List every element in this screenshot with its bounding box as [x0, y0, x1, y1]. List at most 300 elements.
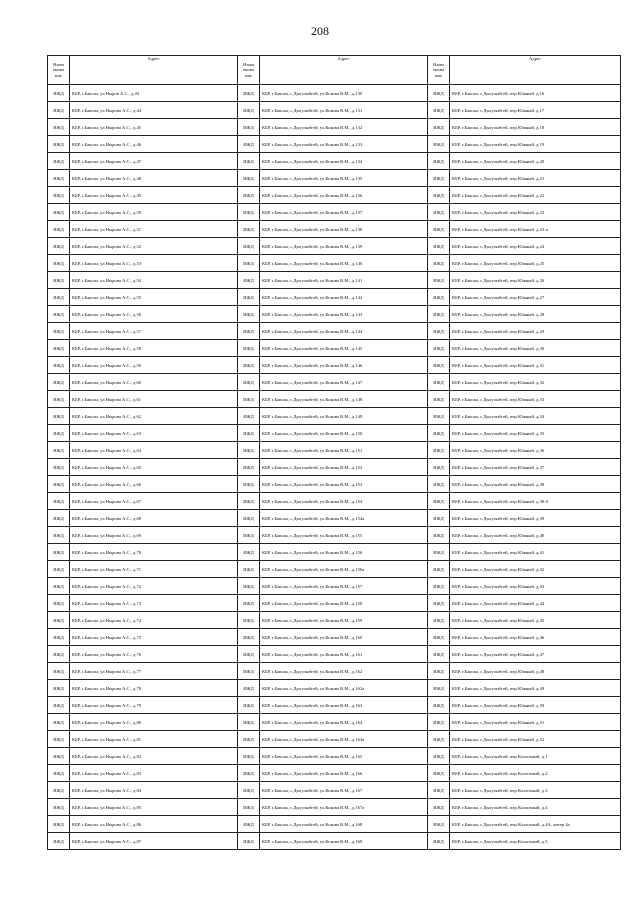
- address-cell: КБР, г.Баксан, ул.Нырова А.С., д.49: [70, 187, 238, 204]
- type-cell: ИЖД: [48, 85, 70, 102]
- type-cell: ИЖД: [238, 782, 260, 799]
- type-cell: ИЖД: [238, 799, 260, 816]
- address-cell: КБР, г.Баксан, с.Дыгулыбгей, ул.Кокова В.М., д.158: [260, 595, 428, 612]
- table-row: [48, 238, 621, 255]
- address-cell: КБР, г.Баксан, с.Дыгулыбгей, пер.Колхозный, д.4А, литер 4а: [450, 816, 621, 833]
- type-cell: ИЖД: [48, 680, 70, 697]
- type-cell: ИЖД: [48, 102, 70, 119]
- address-cell: КБР, г.Баксан, ул.Нырова А.С., д.87: [70, 833, 238, 850]
- address-cell: КБР, г.Баксан, с.Дыгулыбгей, ул.Кокова В.М., д.134: [260, 153, 428, 170]
- type-cell: ИЖД: [238, 272, 260, 289]
- type-cell: ИЖД: [428, 459, 450, 476]
- table-row: [48, 272, 621, 289]
- header-address: Адрес: [260, 56, 428, 85]
- table-row: [48, 306, 621, 323]
- type-cell: ИЖД: [428, 595, 450, 612]
- type-cell: ИЖД: [48, 544, 70, 561]
- table-row: [48, 782, 621, 799]
- table-row: [48, 493, 621, 510]
- address-cell: КБР, г.Баксан, с.Дыгулыбгей, пер.Южный, д.39: [450, 510, 621, 527]
- type-cell: ИЖД: [428, 391, 450, 408]
- address-cell: КБР, г.Баксан, с.Дыгулыбгей, ул.Кокова В.М., д.144: [260, 323, 428, 340]
- address-cell: КБР, г.Баксан, с.Дыгулыбгей, пер.Южный, д.36: [450, 442, 621, 459]
- type-cell: ИЖД: [238, 119, 260, 136]
- type-cell: ИЖД: [48, 425, 70, 442]
- address-cell: КБР, г.Баксан, ул.Нырова А.С., д.60: [70, 374, 238, 391]
- type-cell: ИЖД: [238, 527, 260, 544]
- address-cell: КБР, г.Баксан, ул.Нырова А.С., д.77: [70, 663, 238, 680]
- type-cell: ИЖД: [48, 391, 70, 408]
- address-cell: КБР, г.Баксан, ул.Нырова А.С., д.61: [70, 391, 238, 408]
- type-cell: ИЖД: [48, 714, 70, 731]
- address-cell: КБР, г.Баксан, с.Дыгулыбгей, пер.Южный, д.30: [450, 340, 621, 357]
- type-cell: ИЖД: [238, 357, 260, 374]
- type-cell: ИЖД: [428, 170, 450, 187]
- address-cell: КБР, г.Баксан, с.Дыгулыбгей, пер.Южный, д.42: [450, 561, 621, 578]
- address-cell: КБР, г.Баксан, ул.Нырова А.С., д.64: [70, 442, 238, 459]
- type-cell: ИЖД: [48, 595, 70, 612]
- type-cell: ИЖД: [48, 153, 70, 170]
- address-cell: КБР, г.Баксан, с.Дыгулыбгей, пер.Южный, д.21: [450, 170, 621, 187]
- address-cell: КБР, г.Баксан, с.Дыгулыбгей, пер.Южный, д.52: [450, 731, 621, 748]
- type-cell: ИЖД: [48, 289, 70, 306]
- type-cell: ИЖД: [238, 833, 260, 850]
- type-cell: ИЖД: [238, 595, 260, 612]
- type-cell: ИЖД: [48, 646, 70, 663]
- address-cell: КБР, г.Баксан, ул.Ныров А.С., д.43: [70, 85, 238, 102]
- address-cell: КБР, г.Баксан, с.Дыгулыбгей, ул.Кокова В.М., д.148: [260, 391, 428, 408]
- address-cell: КБР, г.Баксан, с.Дыгулыбгей, ул.Кокова В.М., д.149: [260, 408, 428, 425]
- table-row: [48, 544, 621, 561]
- address-cell: КБР, г.Баксан, с.Дыгулыбгей, пер.Южный, д.43: [450, 578, 621, 595]
- type-cell: ИЖД: [238, 442, 260, 459]
- type-cell: ИЖД: [238, 255, 260, 272]
- address-cell: КБР, г.Баксан, ул.Нырова А.С., д.70: [70, 544, 238, 561]
- type-cell: ИЖД: [428, 714, 450, 731]
- address-cell: КБР, г.Баксан, с.Дыгулыбгей, пер.Южный, д.34: [450, 408, 621, 425]
- address-cell: КБР, г.Баксан, с.Дыгулыбгей, пер.Южный, д.28: [450, 306, 621, 323]
- type-cell: ИЖД: [428, 697, 450, 714]
- type-cell: ИЖД: [48, 408, 70, 425]
- type-cell: ИЖД: [428, 374, 450, 391]
- type-cell: ИЖД: [428, 663, 450, 680]
- type-cell: ИЖД: [428, 561, 450, 578]
- header-type: Наим енова ние: [428, 56, 450, 85]
- address-cell: КБР, г.Баксан, ул.Нырова А.С., д.56: [70, 306, 238, 323]
- type-cell: ИЖД: [48, 255, 70, 272]
- address-cell: КБР, г.Баксан, с.Дыгулыбгей, ул.Кокова В.М., д.146: [260, 357, 428, 374]
- address-cell: КБР, г.Баксан, ул.Нырова А.С., д.68: [70, 510, 238, 527]
- type-cell: ИЖД: [428, 816, 450, 833]
- address-cell: КБР, г.Баксан, с.Дыгулыбгей, пер.Южный, д.31: [450, 357, 621, 374]
- address-cell: КБР, г.Баксан, с.Дыгулыбгей, ул.Кокова В.М., д.132: [260, 119, 428, 136]
- address-cell: КБР, г.Баксан, ул.Нырова А.С., д.57: [70, 323, 238, 340]
- type-cell: ИЖД: [238, 289, 260, 306]
- type-cell: ИЖД: [428, 748, 450, 765]
- address-cell: КБР, г.Баксан, ул.Нырова А.С., д.59: [70, 357, 238, 374]
- address-cell: КБР, г.Баксан, с.Дыгулыбгей, ул.Кокова В.М., д.169: [260, 833, 428, 850]
- address-cell: КБР, г.Баксан, с.Дыгулыбгей, пер.Южный, д.46: [450, 629, 621, 646]
- address-cell: КБР, г.Баксан, с.Дыгулыбгей, ул.Кокова В.М., д.159: [260, 612, 428, 629]
- type-cell: ИЖД: [428, 102, 450, 119]
- type-cell: ИЖД: [238, 459, 260, 476]
- address-cell: КБР, г.Баксан, ул.Нырова А.С., д.58: [70, 340, 238, 357]
- type-cell: ИЖД: [238, 306, 260, 323]
- address-cell: КБР, г.Баксан, ул.Нырова А.С., д.81: [70, 731, 238, 748]
- address-cell: КБР, г.Баксан, с.Дыгулыбгей, ул.Кокова В.М., д.154а: [260, 510, 428, 527]
- type-cell: ИЖД: [238, 680, 260, 697]
- type-cell: ИЖД: [428, 306, 450, 323]
- type-cell: ИЖД: [238, 187, 260, 204]
- type-cell: ИЖД: [238, 748, 260, 765]
- type-cell: ИЖД: [238, 544, 260, 561]
- type-cell: ИЖД: [238, 493, 260, 510]
- table-row: [48, 425, 621, 442]
- address-cell: КБР, г.Баксан, ул.Нырова А.С., д.63: [70, 425, 238, 442]
- address-cell: КБР, г.Баксан, с.Дыгулыбгей, пер.Южный, д.25: [450, 255, 621, 272]
- type-cell: ИЖД: [238, 170, 260, 187]
- address-cell: КБР, г.Баксан, с.Дыгулыбгей, ул.Кокова В.М., д.156а: [260, 561, 428, 578]
- table-row: [48, 136, 621, 153]
- address-cell: КБР, г.Баксан, с.Дыгулыбгей, пер.Южный, д.20: [450, 153, 621, 170]
- address-cell: КБР, г.Баксан, ул.Нырова А.С., д.66: [70, 476, 238, 493]
- type-cell: ИЖД: [48, 119, 70, 136]
- address-table: [47, 55, 621, 850]
- type-cell: ИЖД: [48, 459, 70, 476]
- table-row: [48, 799, 621, 816]
- type-cell: ИЖД: [428, 153, 450, 170]
- address-cell: КБР, г.Баксан, с.Дыгулыбгей, ул.Кокова В.М., д.145: [260, 340, 428, 357]
- address-cell: КБР, г.Баксан, с.Дыгулыбгей, ул.Кокова В.М., д.156: [260, 544, 428, 561]
- address-cell: КБР, г.Баксан, с.Дыгулыбгей, пер.Южный, д.23: [450, 204, 621, 221]
- type-cell: ИЖД: [428, 340, 450, 357]
- table-row: [48, 187, 621, 204]
- address-cell: КБР, г.Баксан, ул.Нырова А.С., д.50: [70, 204, 238, 221]
- address-cell: КБР, г.Баксан, ул.Нырова А.С., д.48: [70, 170, 238, 187]
- address-cell: КБР, г.Баксан, ул.Нырова А.С., д.74: [70, 612, 238, 629]
- table-row: [48, 289, 621, 306]
- address-cell: КБР, г.Баксан, с.Дыгулыбгей, ул.Кокова В.М., д.140: [260, 255, 428, 272]
- address-cell: КБР, г.Баксан, с.Дыгулыбгей, ул.Кокова В.М., д.139: [260, 238, 428, 255]
- address-cell: КБР, г.Баксан, с.Дыгулыбгей, ул.Кокова В.М., д.150: [260, 425, 428, 442]
- type-cell: ИЖД: [238, 765, 260, 782]
- type-cell: ИЖД: [238, 425, 260, 442]
- address-cell: КБР, г.Баксан, с.Дыгулыбгей, ул.Кокова В.М., д.135: [260, 170, 428, 187]
- table-row: [48, 357, 621, 374]
- address-cell: КБР, г.Баксан, ул.Нырова А.С., д.71: [70, 561, 238, 578]
- address-cell: КБР, г.Баксан, с.Дыгулыбгей, ул.Кокова В.М., д.164а: [260, 731, 428, 748]
- type-cell: ИЖД: [428, 765, 450, 782]
- address-cell: КБР, г.Баксан, с.Дыгулыбгей, ул.Кокова В.М., д.133: [260, 136, 428, 153]
- type-cell: ИЖД: [48, 476, 70, 493]
- table-row: [48, 510, 621, 527]
- address-cell: КБР, г.Баксан, ул.Нырова А.С., д.80: [70, 714, 238, 731]
- address-cell: КБР, г.Баксан, ул.Нырова А.С., д.78: [70, 680, 238, 697]
- table-row: [48, 476, 621, 493]
- address-cell: КБР, г.Баксан, с.Дыгулыбгей, пер.Колхозный, д.4: [450, 799, 621, 816]
- address-cell: КБР, г.Баксан, ул.Нырова А.С., д.76: [70, 646, 238, 663]
- address-cell: КБР, г.Баксан, ул.Нырова А.С., д.46: [70, 136, 238, 153]
- address-cell: КБР, г.Баксан, с.Дыгулыбгей, пер.Колхозный, д.1: [450, 748, 621, 765]
- type-cell: ИЖД: [48, 578, 70, 595]
- address-cell: КБР, г.Баксан, с.Дыгулыбгей, ул.Кокова В.М., д.141: [260, 272, 428, 289]
- type-cell: ИЖД: [48, 323, 70, 340]
- type-cell: ИЖД: [428, 527, 450, 544]
- address-cell: КБР, г.Баксан, с.Дыгулыбгей, ул.Кокова В.М., д.167а: [260, 799, 428, 816]
- type-cell: ИЖД: [428, 85, 450, 102]
- type-cell: ИЖД: [428, 408, 450, 425]
- type-cell: ИЖД: [238, 476, 260, 493]
- type-cell: ИЖД: [48, 527, 70, 544]
- address-cell: КБР, г.Баксан, с.Дыгулыбгей, ул.Кокова В.М., д.138: [260, 221, 428, 238]
- address-cell: КБР, г.Баксан, с.Дыгулыбгей, ул.Кокова В.М., д.165: [260, 748, 428, 765]
- type-cell: ИЖД: [428, 289, 450, 306]
- type-cell: ИЖД: [238, 612, 260, 629]
- address-cell: КБР, г.Баксан, с.Дыгулыбгей, ул.Кокова В.М., д.137: [260, 204, 428, 221]
- table-row: [48, 102, 621, 119]
- address-cell: КБР, г.Баксан, с.Дыгулыбгей, ул.Кокова В.М., д.168: [260, 816, 428, 833]
- address-cell: КБР, г.Баксан, с.Дыгулыбгей, пер.Колхозный, д.2: [450, 765, 621, 782]
- type-cell: ИЖД: [238, 714, 260, 731]
- address-cell: КБР, г.Баксан, с.Дыгулыбгей, пер.Южный, д.26: [450, 272, 621, 289]
- table-row: [48, 714, 621, 731]
- address-cell: КБР, г.Баксан, с.Дыгулыбгей, пер.Южный, д.29: [450, 323, 621, 340]
- type-cell: ИЖД: [48, 816, 70, 833]
- address-cell: КБР, г.Баксан, с.Дыгулыбгей, ул.Кокова В.М., д.136: [260, 187, 428, 204]
- address-cell: КБР, г.Баксан, с.Дыгулыбгей, ул.Кокова В.М., д.151: [260, 442, 428, 459]
- address-cell: КБР, г.Баксан, с.Дыгулыбгей, пер.Южный, д.27: [450, 289, 621, 306]
- table-row: [48, 663, 621, 680]
- address-cell: КБР, г.Баксан, с.Дыгулыбгей, пер.Южный, д.16: [450, 85, 621, 102]
- type-cell: ИЖД: [48, 748, 70, 765]
- address-cell: КБР, г.Баксан, с.Дыгулыбгей, пер.Южный, д.51: [450, 714, 621, 731]
- address-cell: КБР, г.Баксан, с.Дыгулыбгей, ул.Кокова В.М., д.152: [260, 459, 428, 476]
- address-cell: КБР, г.Баксан, с.Дыгулыбгей, пер.Южный, д.17: [450, 102, 621, 119]
- address-cell: КБР, г.Баксан, ул.Нырова А.С., д.79: [70, 697, 238, 714]
- type-cell: ИЖД: [48, 782, 70, 799]
- address-cell: КБР, г.Баксан, с.Дыгулыбгей, пер.Колхозный, д.5: [450, 833, 621, 850]
- address-cell: КБР, г.Баксан, ул.Нырова А.С., д.69: [70, 527, 238, 544]
- address-cell: КБР, г.Баксан, ул.Нырова А.С., д.84: [70, 782, 238, 799]
- type-cell: ИЖД: [428, 476, 450, 493]
- address-cell: КБР, г.Баксан, с.Дыгулыбгей, пер.Южный, д.33: [450, 391, 621, 408]
- type-cell: ИЖД: [48, 561, 70, 578]
- address-cell: КБР, г.Баксан, ул.Нырова А.С., д.53: [70, 255, 238, 272]
- table-row: [48, 680, 621, 697]
- type-cell: ИЖД: [428, 510, 450, 527]
- type-cell: ИЖД: [48, 221, 70, 238]
- table-body: [48, 85, 621, 850]
- table-row: [48, 527, 621, 544]
- address-cell: КБР, г.Баксан, с.Дыгулыбгей, ул.Кокова В.М., д.160: [260, 629, 428, 646]
- type-cell: ИЖД: [238, 629, 260, 646]
- address-cell: КБР, г.Баксан, с.Дыгулыбгей, пер.Южный, д.38-б: [450, 493, 621, 510]
- address-cell: КБР, г.Баксан, с.Дыгулыбгей, пер.Южный, д.37: [450, 459, 621, 476]
- address-cell: КБР, г.Баксан, с.Дыгулыбгей, ул.Кокова В.М., д.162а: [260, 680, 428, 697]
- type-cell: ИЖД: [48, 442, 70, 459]
- address-cell: КБР, г.Баксан, ул.Нырова А.С., д.45: [70, 119, 238, 136]
- address-cell: КБР, г.Баксан, ул.Нырова А.С., д.82: [70, 748, 238, 765]
- type-cell: ИЖД: [238, 136, 260, 153]
- address-cell: КБР, г.Баксан, ул.Нырова А.С., д.44: [70, 102, 238, 119]
- address-cell: КБР, г.Баксан, с.Дыгулыбгей, ул.Кокова В.М., д.166: [260, 765, 428, 782]
- type-cell: ИЖД: [48, 357, 70, 374]
- type-cell: ИЖД: [428, 680, 450, 697]
- table-row: [48, 442, 621, 459]
- type-cell: ИЖД: [48, 833, 70, 850]
- type-cell: ИЖД: [238, 731, 260, 748]
- address-cell: КБР, г.Баксан, с.Дыгулыбгей, ул.Кокова В.М., д.163: [260, 697, 428, 714]
- table-row: [48, 629, 621, 646]
- type-cell: ИЖД: [238, 697, 260, 714]
- type-cell: ИЖД: [48, 493, 70, 510]
- type-cell: ИЖД: [428, 578, 450, 595]
- type-cell: ИЖД: [238, 153, 260, 170]
- address-cell: КБР, г.Баксан, ул.Нырова А.С., д.73: [70, 595, 238, 612]
- table-row: [48, 459, 621, 476]
- table-row: [48, 561, 621, 578]
- address-cell: КБР, г.Баксан, с.Дыгулыбгей, пер.Южный, д.24: [450, 238, 621, 255]
- type-cell: ИЖД: [48, 612, 70, 629]
- address-cell: КБР, г.Баксан, с.Дыгулыбгей, пер.Южный, д.19: [450, 136, 621, 153]
- type-cell: ИЖД: [48, 204, 70, 221]
- type-cell: ИЖД: [48, 136, 70, 153]
- address-cell: КБР, г.Баксан, с.Дыгулыбгей, ул.Кокова В.М., д.130: [260, 85, 428, 102]
- table-row: [48, 170, 621, 187]
- type-cell: ИЖД: [238, 578, 260, 595]
- type-cell: ИЖД: [238, 510, 260, 527]
- type-cell: ИЖД: [238, 221, 260, 238]
- address-cell: КБР, г.Баксан, с.Дыгулыбгей, ул.Кокова В.М., д.153: [260, 476, 428, 493]
- type-cell: ИЖД: [238, 102, 260, 119]
- type-cell: ИЖД: [428, 238, 450, 255]
- type-cell: ИЖД: [428, 323, 450, 340]
- address-cell: КБР, г.Баксан, с.Дыгулыбгей, ул.Кокова В.М., д.155: [260, 527, 428, 544]
- type-cell: ИЖД: [428, 646, 450, 663]
- address-cell: КБР, г.Баксан, ул.Нырова А.С., д.75: [70, 629, 238, 646]
- table-row: [48, 255, 621, 272]
- type-cell: ИЖД: [48, 629, 70, 646]
- address-cell: КБР, г.Баксан, с.Дыгулыбгей, пер.Южный, д.18: [450, 119, 621, 136]
- address-cell: КБР, г.Баксан, с.Дыгулыбгей, ул.Кокова В.М., д.167: [260, 782, 428, 799]
- type-cell: ИЖД: [48, 306, 70, 323]
- address-cell: КБР, г.Баксан, с.Дыгулыбгей, пер.Колхозный, д.3: [450, 782, 621, 799]
- table-row: [48, 340, 621, 357]
- address-table-wrapper: [47, 55, 600, 850]
- type-cell: ИЖД: [428, 221, 450, 238]
- type-cell: ИЖД: [428, 187, 450, 204]
- address-cell: КБР, г.Баксан, с.Дыгулыбгей, ул.Кокова В.М., д.142: [260, 289, 428, 306]
- header-type: Наим енова ние: [48, 56, 70, 85]
- address-cell: КБР, г.Баксан, ул.Нырова А.С., д.52: [70, 238, 238, 255]
- type-cell: ИЖД: [48, 187, 70, 204]
- table-row: [48, 646, 621, 663]
- type-cell: ИЖД: [48, 731, 70, 748]
- table-row: [48, 833, 621, 850]
- type-cell: ИЖД: [428, 612, 450, 629]
- type-cell: ИЖД: [48, 340, 70, 357]
- table-row: [48, 221, 621, 238]
- table-row: [48, 731, 621, 748]
- type-cell: ИЖД: [238, 408, 260, 425]
- address-cell: КБР, г.Баксан, с.Дыгулыбгей, пер.Южный, д.22: [450, 187, 621, 204]
- type-cell: ИЖД: [428, 119, 450, 136]
- address-cell: КБР, г.Баксан, с.Дыгулыбгей, пер.Южный, д.45: [450, 612, 621, 629]
- table-row: [48, 374, 621, 391]
- address-cell: КБР, г.Баксан, с.Дыгулыбгей, пер.Южный, д.40: [450, 527, 621, 544]
- address-cell: КБР, г.Баксан, с.Дыгулыбгей, ул.Кокова В.М., д.154: [260, 493, 428, 510]
- type-cell: ИЖД: [48, 799, 70, 816]
- table-row: [48, 595, 621, 612]
- address-cell: КБР, г.Баксан, с.Дыгулыбгей, пер.Южный, д.32: [450, 374, 621, 391]
- type-cell: ИЖД: [48, 765, 70, 782]
- address-cell: КБР, г.Баксан, с.Дыгулыбгей, пер.Южный, д.35: [450, 425, 621, 442]
- address-cell: КБР, г.Баксан, ул.Нырова А.С., д.86: [70, 816, 238, 833]
- type-cell: ИЖД: [428, 136, 450, 153]
- address-cell: КБР, г.Баксан, ул.Нырова А.С., д.67: [70, 493, 238, 510]
- address-cell: КБР, г.Баксан, с.Дыгулыбгей, ул.Кокова В.М., д.143: [260, 306, 428, 323]
- table-row: [48, 816, 621, 833]
- address-cell: КБР, г.Баксан, с.Дыгулыбгей, пер.Южный, д.44: [450, 595, 621, 612]
- type-cell: ИЖД: [428, 442, 450, 459]
- type-cell: ИЖД: [48, 238, 70, 255]
- type-cell: ИЖД: [48, 272, 70, 289]
- table-row: [48, 748, 621, 765]
- table-row: [48, 578, 621, 595]
- page-number: 208: [311, 24, 329, 38]
- header-address: Адрес: [70, 56, 238, 85]
- header-address: Адрес: [450, 56, 621, 85]
- table-row: [48, 85, 621, 102]
- address-cell: КБР, г.Баксан, с.Дыгулыбгей, ул.Кокова В.М., д.147: [260, 374, 428, 391]
- address-cell: КБР, г.Баксан, с.Дыгулыбгей, пер.Южный, д.49: [450, 680, 621, 697]
- address-cell: КБР, г.Баксан, ул.Нырова А.С., д.72: [70, 578, 238, 595]
- address-cell: КБР, г.Баксан, с.Дыгулыбгей, пер.Южный, д.38: [450, 476, 621, 493]
- address-cell: КБР, г.Баксан, ул.Нырова А.С., д.85: [70, 799, 238, 816]
- table-row: [48, 765, 621, 782]
- address-cell: КБР, г.Баксан, с.Дыгулыбгей, пер.Южный, д.41: [450, 544, 621, 561]
- type-cell: ИЖД: [238, 238, 260, 255]
- type-cell: ИЖД: [428, 782, 450, 799]
- address-cell: КБР, г.Баксан, с.Дыгулыбгей, ул.Кокова В.М., д.162: [260, 663, 428, 680]
- table-header-row: [48, 56, 621, 85]
- type-cell: ИЖД: [48, 510, 70, 527]
- type-cell: ИЖД: [428, 833, 450, 850]
- type-cell: ИЖД: [238, 204, 260, 221]
- type-cell: ИЖД: [48, 374, 70, 391]
- type-cell: ИЖД: [428, 493, 450, 510]
- address-cell: КБР, г.Баксан, с.Дыгулыбгей, ул.Кокова В.М., д.131: [260, 102, 428, 119]
- address-cell: КБР, г.Баксан, с.Дыгулыбгей, пер.Южный, д.47: [450, 646, 621, 663]
- address-cell: КБР, г.Баксан, с.Дыгулыбгей, пер.Южный, д.48: [450, 663, 621, 680]
- table-row: [48, 391, 621, 408]
- type-cell: ИЖД: [428, 425, 450, 442]
- address-cell: КБР, г.Баксан, ул.Нырова А.С., д.47: [70, 153, 238, 170]
- type-cell: ИЖД: [428, 629, 450, 646]
- table-row: [48, 323, 621, 340]
- table-row: [48, 408, 621, 425]
- address-cell: КБР, г.Баксан, ул.Нырова А.С., д.51: [70, 221, 238, 238]
- type-cell: ИЖД: [428, 731, 450, 748]
- type-cell: ИЖД: [238, 646, 260, 663]
- address-cell: КБР, г.Баксан, ул.Нырова А.С., д.62: [70, 408, 238, 425]
- table-row: [48, 153, 621, 170]
- type-cell: ИЖД: [428, 357, 450, 374]
- type-cell: ИЖД: [48, 663, 70, 680]
- address-cell: КБР, г.Баксан, ул.Нырова А.С., д.83: [70, 765, 238, 782]
- type-cell: ИЖД: [238, 340, 260, 357]
- address-cell: КБР, г.Баксан, с.Дыгулыбгей, ул.Кокова В.М., д.157: [260, 578, 428, 595]
